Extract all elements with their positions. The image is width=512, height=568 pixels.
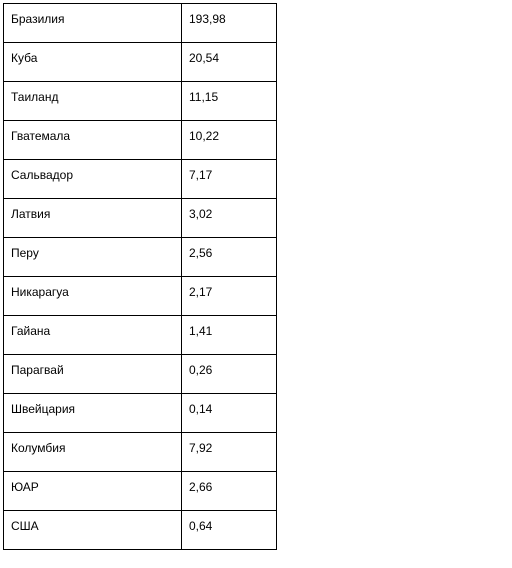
table-row xyxy=(4,199,277,238)
country-cell: ЮАР xyxy=(4,472,182,511)
value-cell: 3,02 xyxy=(182,199,277,238)
value-cell: 20,54 xyxy=(182,43,277,82)
table-row xyxy=(4,355,277,394)
country-cell: Перу xyxy=(4,238,182,277)
table-row xyxy=(4,238,277,277)
country-value-table xyxy=(3,3,277,550)
table-row xyxy=(4,511,277,550)
value-cell: 10,22 xyxy=(182,121,277,160)
table-row xyxy=(4,4,277,43)
value-cell: 0,26 xyxy=(182,355,277,394)
country-cell: Парагвай xyxy=(4,355,182,394)
country-cell: Бразилия xyxy=(4,4,182,43)
country-cell: Никарагуа xyxy=(4,277,182,316)
value-cell: 2,17 xyxy=(182,277,277,316)
value-cell: 7,17 xyxy=(182,160,277,199)
value-cell: 2,66 xyxy=(182,472,277,511)
table-row xyxy=(4,160,277,199)
value-cell: 0,14 xyxy=(182,394,277,433)
value-cell: 11,15 xyxy=(182,82,277,121)
value-cell: 2,56 xyxy=(182,238,277,277)
country-cell: США xyxy=(4,511,182,550)
country-cell: Сальвадор xyxy=(4,160,182,199)
table-row xyxy=(4,472,277,511)
value-cell: 193,98 xyxy=(182,4,277,43)
table-row xyxy=(4,43,277,82)
table-row xyxy=(4,394,277,433)
country-cell: Гайана xyxy=(4,316,182,355)
country-cell: Таиланд xyxy=(4,82,182,121)
country-cell: Куба xyxy=(4,43,182,82)
country-cell: Колумбия xyxy=(4,433,182,472)
value-cell: 1,41 xyxy=(182,316,277,355)
country-cell: Латвия xyxy=(4,199,182,238)
value-cell: 7,92 xyxy=(182,433,277,472)
table-row xyxy=(4,277,277,316)
table-row xyxy=(4,121,277,160)
table-body xyxy=(4,4,277,550)
table-row xyxy=(4,433,277,472)
value-cell: 0,64 xyxy=(182,511,277,550)
country-cell: Швейцария xyxy=(4,394,182,433)
table-row xyxy=(4,82,277,121)
table-row xyxy=(4,316,277,355)
country-cell: Гватемала xyxy=(4,121,182,160)
